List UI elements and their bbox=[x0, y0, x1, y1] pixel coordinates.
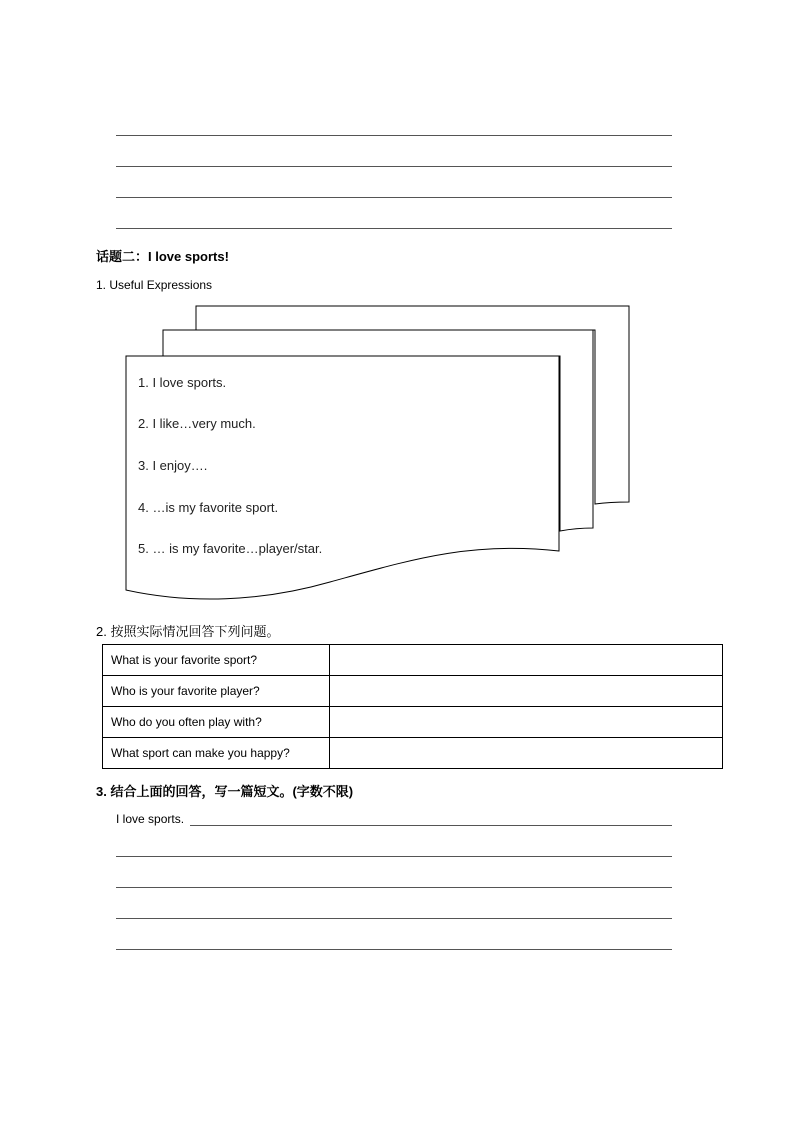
section2-title: 2. 按照实际情况回答下列问题。 bbox=[96, 624, 280, 639]
question-cell: Who is your favorite player? bbox=[103, 676, 330, 707]
table-row bbox=[103, 645, 723, 676]
writing-line[interactable] bbox=[116, 887, 672, 888]
answer-cell[interactable] bbox=[330, 645, 723, 676]
essay-starter: I love sports. bbox=[116, 812, 185, 826]
expression-item: 4. …is my favorite sport. bbox=[138, 500, 279, 515]
answer-cell[interactable] bbox=[330, 676, 723, 707]
answer-cell[interactable] bbox=[330, 707, 723, 738]
writing-line[interactable] bbox=[116, 918, 672, 919]
expression-item: 2. I like…very much. bbox=[138, 416, 256, 431]
section3-title: 3. 结合上面的回答，写一篇短文。(字数不限) bbox=[96, 784, 354, 799]
table-row bbox=[103, 676, 723, 707]
topic-heading: 话题二：I love sports! bbox=[96, 249, 229, 264]
question-cell: What sport can make you happy? bbox=[103, 738, 330, 769]
writing-line[interactable] bbox=[116, 949, 672, 950]
section1-title: 1. Useful Expressions bbox=[96, 278, 213, 292]
question-cell: What is your favorite sport? bbox=[103, 645, 330, 676]
expression-item: 5. … is my favorite…player/star. bbox=[138, 541, 323, 556]
question-cell: Who do you often play with? bbox=[103, 707, 330, 738]
expression-item: 1. I love sports. bbox=[138, 375, 227, 390]
question-table bbox=[102, 644, 723, 769]
table-row bbox=[103, 738, 723, 769]
table-row bbox=[103, 707, 723, 738]
front-paper bbox=[126, 356, 559, 599]
answer-cell[interactable] bbox=[330, 738, 723, 769]
writing-line[interactable] bbox=[190, 825, 672, 826]
writing-line[interactable] bbox=[116, 856, 672, 857]
expression-item: 3. I enjoy…. bbox=[138, 458, 208, 473]
